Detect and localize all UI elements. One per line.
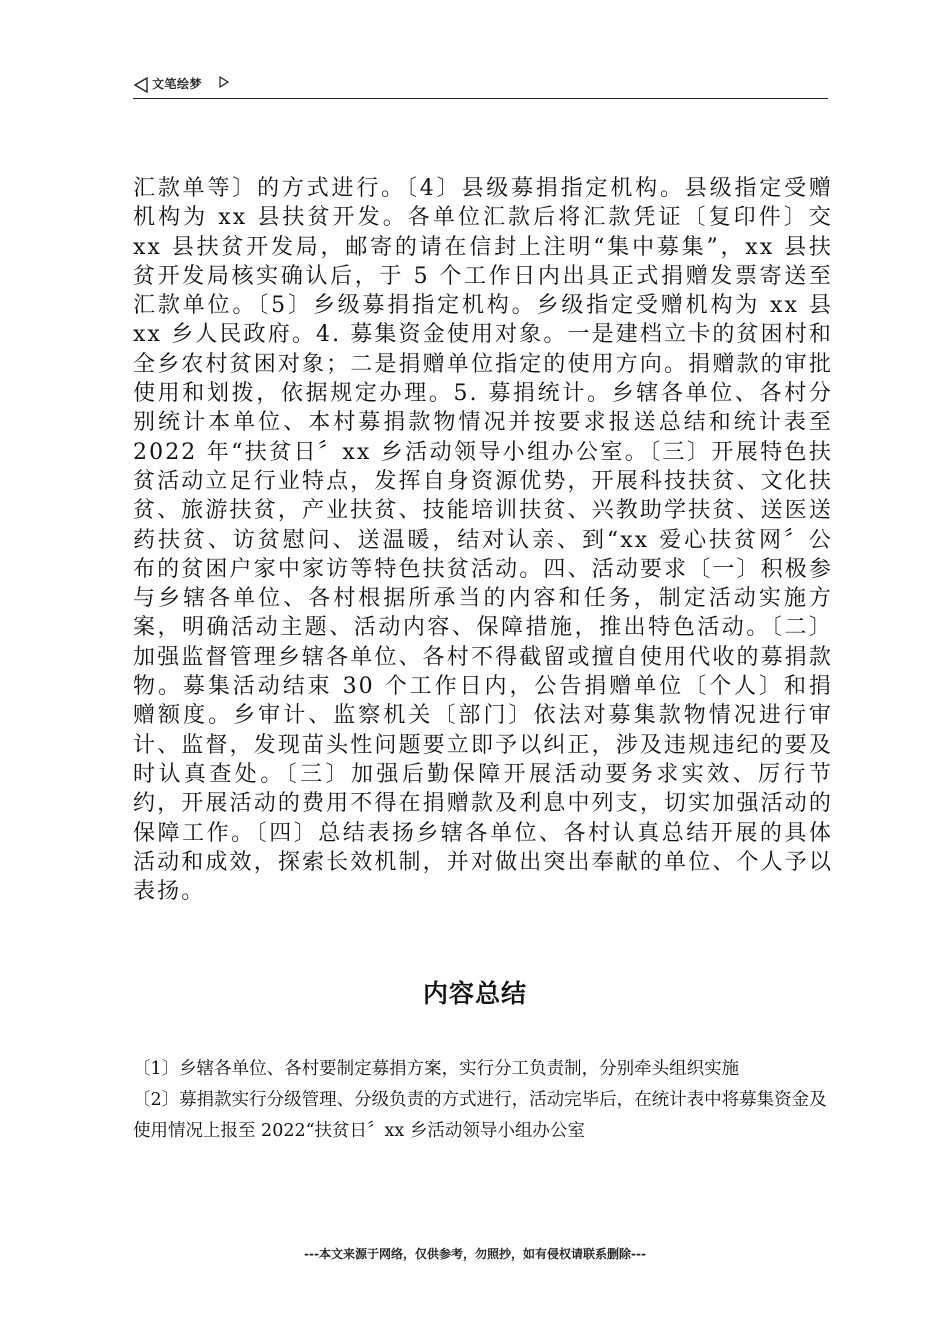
footer-disclaimer: ---本文来源于网络，仅供参考，勿照抄，如有侵权请联系删除--- bbox=[304, 1247, 646, 1261]
header-title: 文笔绘梦 bbox=[152, 77, 203, 91]
triangle-right-icon bbox=[219, 76, 229, 88]
body-paragraph: 汇款单等〕的方式进行。〔4〕县级募捐指定机构。县级指定受赠机构为 xx 县扶贫开发。各单位汇款后将汇款凭证〔复印件〕交 xx 县扶贫开发局，邮寄的请在信封上注明“集中募集”，xx 县扶贫开发局核实确认后，于 5 个工作日内出具正式捐赠发票寄送至汇款单位。〔5〕乡级募捐指定机构。乡级指定受赠机构为 xx 县 xx 乡人民政府。4. 募集资金使用对象。一是建档立卡的贫困村和全乡农村贫困对象；二是捐赠单位指定的使用方向。捐赠款的审批使用和划拨，依据规定办理。5. 募捐统计。乡辖各单位、各村分别统计本单位、本村募捐款物情况并按要求报送总结和统计表至 2022 年“扶贫日〞xx 乡活动领导小组办公室。〔三〕开展特色扶贫活动立足行业特点，发挥自身资源优势，开展科技扶贫、文化扶贫、旅游扶贫，产业扶贫、技能培训扶贫、兴教助学扶贫、送医送药扶贫、访贫慰问、送温暖，结对认亲、到“xx 爱心扶贫网〞公布的贫困户家中家访等特色扶贫活动。四、活动要求〔一〕积极参与乡辖各单位、各村根据所承当的内容和任务，制定活动实施方案，明确活动主题、活动内容、保障措施，推出特色活动。〔二〕加强监督管理乡辖各单位、各村不得截留或擅自使用代收的募捐款物。募集活动结束 30 个工作日内，公告捐赠单位〔个人〕和捐赠额度。乡审计、监察机关〔部门〕依法对募集款物情况进行审计、监督，发现苗头性问题要立即予以纠正，涉及违规违纪的要及时认真查处。〔三〕加强后勤保障开展活动要务求实效、厉行节约，开展活动的费用不得在捐赠款及利息中列支，切实加强活动的保障工作。〔四〕总结表扬乡辖各单位、各村认真总结开展的具体活动和成效，探索长效机制，并对做出突出奉献的单位、个人予以表扬。 bbox=[133, 176, 833, 905]
page-header bbox=[133, 74, 828, 99]
triangle-left-icon bbox=[133, 77, 149, 93]
summary-list bbox=[133, 1054, 830, 1147]
summary-item: 〔1〕乡辖各单位、各村要制定募捐方案，实行分工负责制，分别牵头组织实施 bbox=[133, 1059, 740, 1079]
summary-heading: 内容总结 bbox=[422, 979, 527, 1008]
summary-item: 〔2〕募捐款实行分级管理、分级负责的方式进行，活动完毕后，在统计表中将募集资金及使用情况上报至 2022“扶贫日〞xx 乡活动领导小组办公室 bbox=[133, 1090, 827, 1141]
